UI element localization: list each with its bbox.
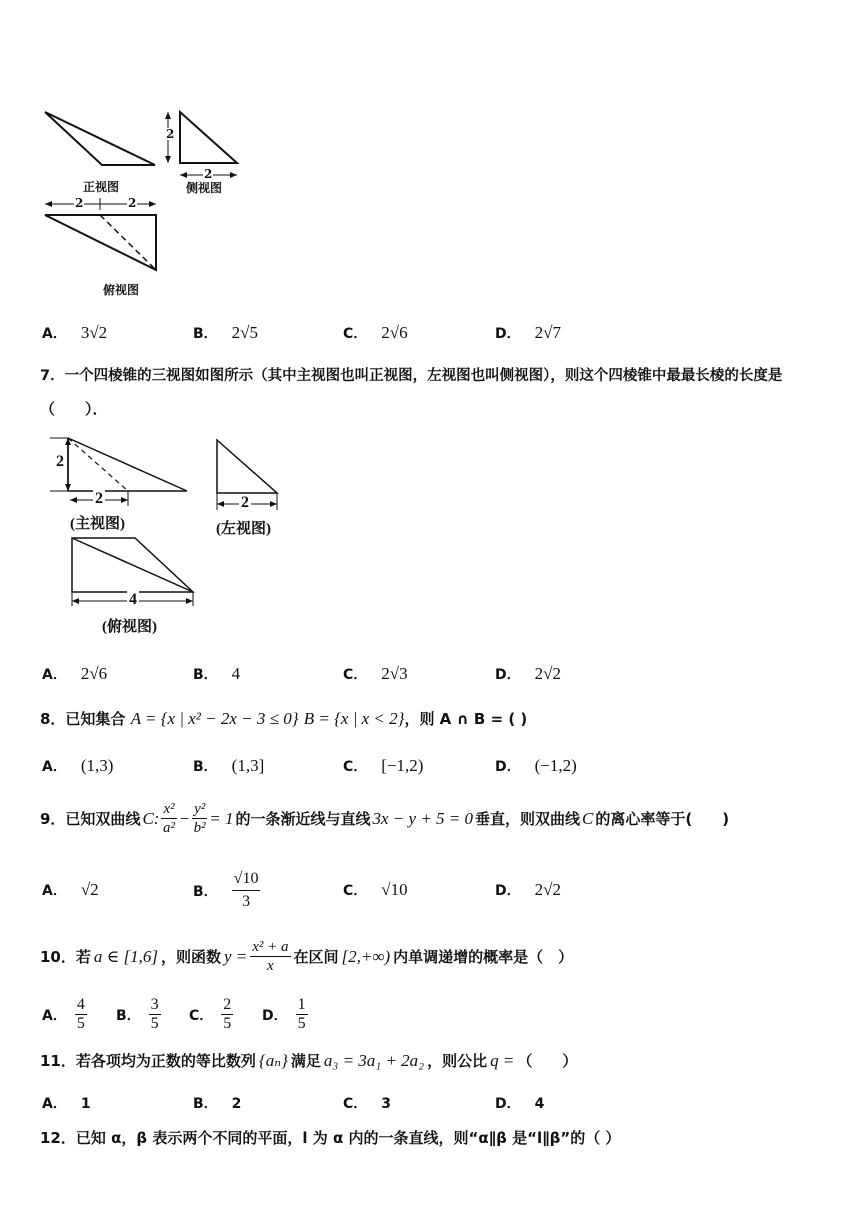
q11-option-d[interactable]: D． 4 xyxy=(495,1096,545,1112)
q7-option-b[interactable]: B． 4 xyxy=(193,664,241,683)
side-view-triangle xyxy=(180,112,237,163)
q9-option-b[interactable]: B． $\frac{√10}{3}$ xyxy=(193,870,259,910)
front-view-hidden-edge xyxy=(68,438,128,491)
q11-option-a[interactable]: A． 1 xyxy=(42,1096,91,1112)
q7-option-d[interactable]: D． 2√2 xyxy=(495,664,561,683)
q6-side-height-label: 2 xyxy=(166,127,175,141)
q10-option-c[interactable]: C． $\frac{2}{5}$ xyxy=(189,996,232,1032)
q12-stem: 12．已知 α，β 表示两个不同的平面，l 为 α 内的一条直线，则“α∥β 是“l∥β”的（ ） xyxy=(40,1129,621,1147)
q10-stem: 10．若 a ∈ [1,6] ，则函数 y = $\frac{\text{x² + a}}{x}$ 在区间 [2,+∞) 内单调递增的概率是（ ） xyxy=(40,939,574,974)
q8-option-b[interactable]: B． (1,3] xyxy=(193,756,265,775)
q9-line-equation: 3x − y + 5 = 0 xyxy=(372,808,474,828)
q6-option-c[interactable]: C． 2√6 xyxy=(343,323,408,342)
q8-set-a: A = {x | x² − 2x − 3 ≤ 0} xyxy=(130,709,299,728)
q7-top-caption: (俯视图) xyxy=(102,619,157,635)
top-view-hidden-edge xyxy=(100,215,156,270)
q11-option-c[interactable]: C． 3 xyxy=(343,1096,392,1112)
side-view-triangle xyxy=(217,440,277,493)
q6-top-caption: 俯视图 xyxy=(103,283,140,297)
q9-x-fraction: $\frac{\text{x²}}{\text{a²}}$ xyxy=(163,801,176,836)
q11-option-b[interactable]: B． 2 xyxy=(193,1096,242,1112)
q7-front-height-label: 2 xyxy=(56,453,64,470)
q8-option-c[interactable]: C． [−1,2) xyxy=(343,756,424,775)
q9-option-a[interactable]: A． √2 xyxy=(42,880,99,899)
q9-y-fraction: $\frac{\text{y²}}{\text{b²}}$ xyxy=(193,801,206,836)
q8-option-d[interactable]: D． (−1,2) xyxy=(495,756,577,775)
q10-option-d[interactable]: D． $\frac{1}{5}$ xyxy=(262,996,306,1032)
q7-option-c[interactable]: C． 2√3 xyxy=(343,664,408,683)
q7-side-caption: (左视图) xyxy=(216,521,271,537)
q9-option-d[interactable]: D． 2√2 xyxy=(495,880,561,899)
q8-option-a[interactable]: A． (1,3) xyxy=(42,756,114,775)
q10-option-b[interactable]: B． $\frac{3}{5}$ xyxy=(116,996,159,1032)
q7-side-width-label: 2 xyxy=(241,494,249,511)
q6-three-view-figure xyxy=(40,100,260,300)
q6-side-caption: 侧视图 xyxy=(186,181,223,195)
q8-stem: 8．已知集合 A = {x | x² − 2x − 3 ≤ 0} B = {x | x < 2}，则 A ∩ B = ( ) xyxy=(40,709,528,728)
q6-option-a[interactable]: A． 3√2 xyxy=(42,323,108,342)
front-view-slope-edge xyxy=(68,438,187,491)
q7-front-caption: (主视图) xyxy=(70,516,125,532)
q6-top-left-label: 2 xyxy=(75,196,84,210)
q6-front-caption: 正视图 xyxy=(83,180,120,194)
q7-front-width-label: 2 xyxy=(95,490,103,507)
q7-top-width-label: 4 xyxy=(129,591,137,608)
top-view-diagonal xyxy=(72,538,193,592)
q6-option-d[interactable]: D． 2√7 xyxy=(495,323,561,342)
q6-side-width-label: 2 xyxy=(204,167,213,181)
q7-stem-line2: （ ）． xyxy=(40,400,108,418)
q10-function-fraction: $\frac{\text{x² + a}}{x}$ xyxy=(252,939,289,974)
q9-stem: 9．已知双曲线 C: $\frac{\text{x²}}{\text{a²}}$ − $\frac{\text{y²}}{\text{b²}}$ = 1 的一条渐近线与直线 3x − y + 5 = 0 垂直，则双曲线 C 的离心率等于( ) xyxy=(40,801,730,836)
front-view-triangle xyxy=(45,112,155,165)
q6-option-b[interactable]: B． 2√5 xyxy=(193,323,259,342)
q9-option-c[interactable]: C． √10 xyxy=(343,880,408,899)
top-view-triangle xyxy=(45,215,156,270)
q6-top-right-label: 2 xyxy=(128,196,137,210)
q8-set-b: B = {x | x < 2} xyxy=(303,709,405,728)
q7-option-a[interactable]: A． 2√6 xyxy=(42,664,108,683)
q10-option-a[interactable]: A． $\frac{4}{5}$ xyxy=(42,996,85,1032)
q11-stem: 11．若各项均为正数的等比数列 {aₙ} 满足 a₃ = 3a₁ + 2a₂ ，则公比 q = （ ） xyxy=(40,1050,578,1070)
q7-stem-line1: 7．一个四棱锥的三视图如图所示（其中主视图也叫正视图，左视图也叫侧视图），则这个四棱锥中最最长棱的长度是 xyxy=(40,368,783,384)
